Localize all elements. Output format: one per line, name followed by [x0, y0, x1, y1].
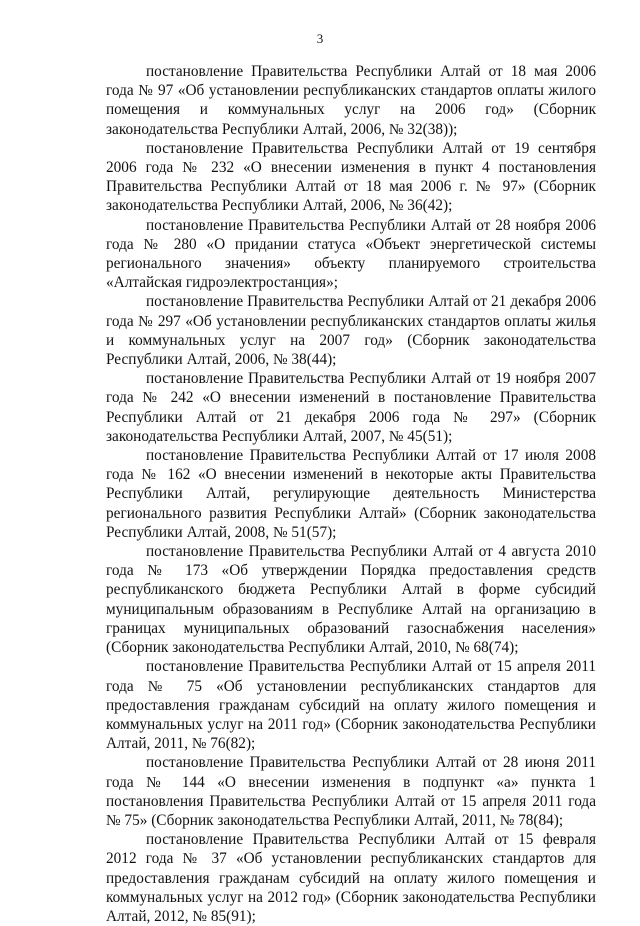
paragraph-resolution-37-2012: постановление Правительства Республики Алтай от 15 февраля 2012 года № 37 «Об установлении республиканских стандартов для предоставления гражданам субсидий на оплату жилого помещения и коммунальных услуг на 2012 год» (Сборник законодательства Республики Алтай, 2012, № 85(91);	[106, 831, 596, 925]
paragraph-resolution-97-2006: постановление Правительства Республики Алтай от 18 мая 2006 года № 97 «Об установлении республиканских стандартов оплаты жилого помещения и коммунальных услуг на 2006 год» (Сборник законодательства Республики Алтай, 2006, № 32(38));	[106, 63, 596, 138]
paragraph-resolution-242-2007: постановление Правительства Республики Алтай от 19 ноября 2007 года № 242 «О внесении изменений в постановление Правительства Республики Алтай от 21 декабря 2006 года № 297» (Сборник законодательства Республики Алтай, 2007, № 45(51);	[106, 370, 596, 445]
paragraph-resolution-232-2006: постановление Правительства Республики Алтай от 19 сентября 2006 года № 232 «О внесении изменения в пункт 4 постановления Правительства Республики Алтай от 18 мая 2006 г. № 97» (Сборник законодательства Республики Алтай, 2006, № 36(42);	[106, 139, 596, 215]
page-number: 3	[316, 31, 324, 46]
paragraph-resolution-144-2011: постановление Правительства Республики Алтай от 28 июня 2011 года № 144 «О внесении изменения в подпункт «а» пункта 1 постановления Правительства Республики Алтай от 15 апреля 2011 года № 75» (Сборник законодательства Республики Алтай, 2011, № 78(84);	[106, 754, 596, 829]
paragraph-resolution-297-2006: постановление Правительства Республики Алтай от 21 декабря 2006 года № 297 «Об установлении республиканских стандартов оплаты жилья и коммунальных услуг на 2007 год» (Сборник законодательства Республики Алтай, 2006, № 38(44);	[106, 293, 596, 369]
paragraph-resolution-75-2011: постановление Правительства Республики Алтай от 15 апреля 2011 года № 75 «Об установлении республиканских стандартов для предоставления гражданам субсидий на оплату жилого помещения и коммунальных услуг на 2011 год» (Сборник законодательства Республики Алтай, 2011, № 76(82);	[106, 658, 596, 753]
paragraph-resolution-162-2008: постановление Правительства Республики Алтай от 17 июля 2008 года № 162 «О внесении изменений в некоторые акты Правительства Республики Алтай, регулирующие деятельность Министерства регионального развития Республики Алтай» (Сборник законодательства Республики Алтай, 2008, № 51(57);	[106, 447, 596, 541]
paragraph-resolution-173-2010: постановление Правительства Республики Алтай от 4 августа 2010 года № 173 «Об утверждении Порядка предоставления средств республиканского бюджета Республики Алтай в форме субсидий муниципальным образованиям в Республике Алтай на организацию в границах муниципальных образований газоснабжения населения» (Сборник законодательства Республики Алтай, 2010, № 68(74);	[106, 543, 596, 657]
document-body	[106, 62, 596, 926]
paragraph-resolution-280-2006: постановление Правительства Республики Алтай от 28 ноября 2006 года № 280 «О придании статуса «Объект энергетической системы регионального значения» объекту планируемого строительства «Алтайская гидроэлектростанция»;	[106, 216, 596, 292]
